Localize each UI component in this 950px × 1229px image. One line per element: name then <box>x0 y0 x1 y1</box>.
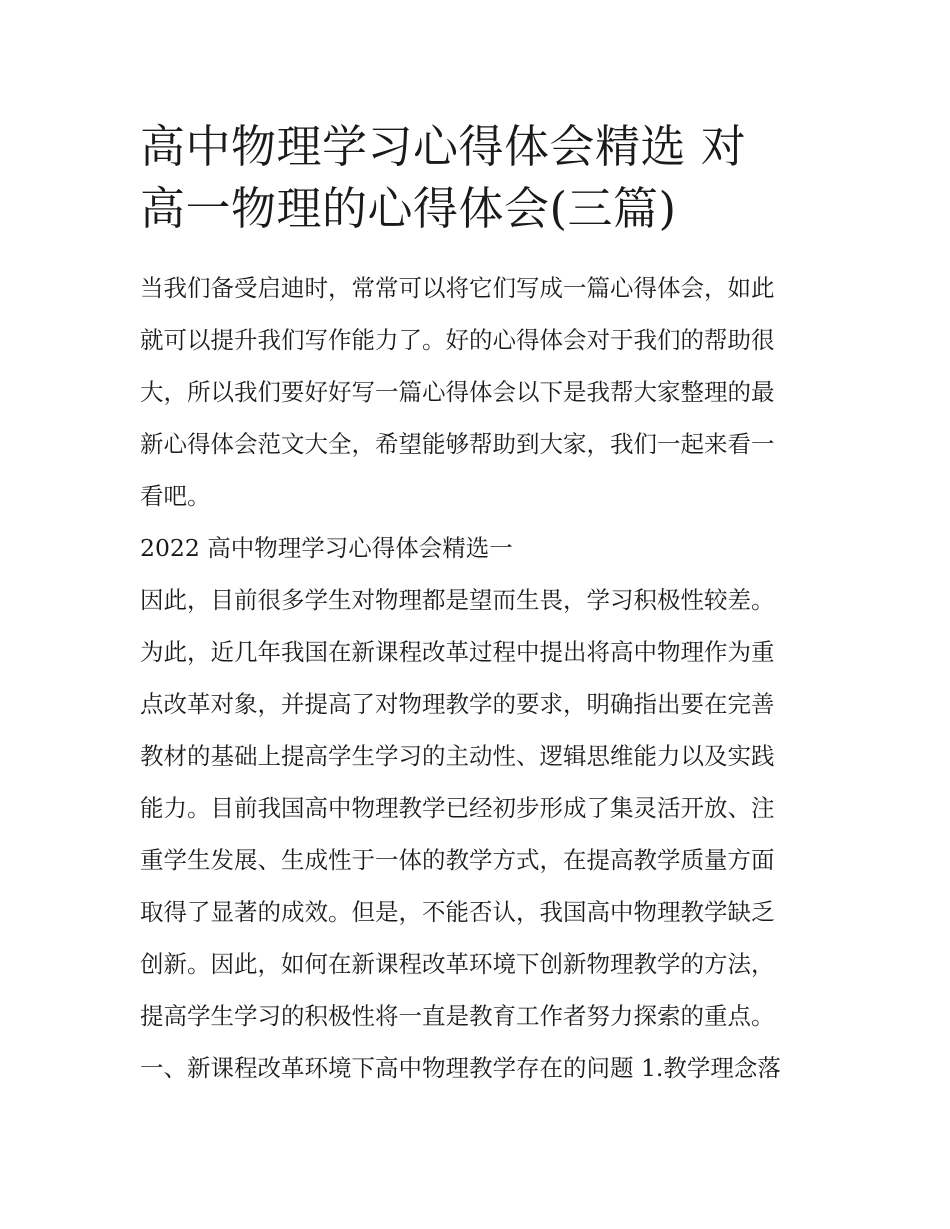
intro-line: 当我们备受启迪时，常常可以将它们写成一篇心得体会，如此 <box>140 274 775 302</box>
title-line-1: 高中物理学习心得体会精选 对 <box>140 120 747 173</box>
section-heading: 2022 高中物理学习心得体会精选一 <box>140 534 513 562</box>
body-line: 创新。因此，如何在新课程改革环境下创新物理教学的方法， <box>140 950 775 978</box>
intro-line: 看吧。 <box>140 482 211 510</box>
body-line: 重学生发展、生成性于一体的教学方式，在提高教学质量方面 <box>140 846 775 874</box>
body-line: 教材的基础上提高学生学习的主动性、逻辑思维能力以及实践 <box>140 742 775 770</box>
body-line: 一、新课程改革环境下高中物理教学存在的问题 1.教学理念落 <box>140 1054 781 1082</box>
body-line: 为此，近几年我国在新课程改革过程中提出将高中物理作为重 <box>140 638 775 666</box>
body-line: 取得了显著的成效。但是，不能否认，我国高中物理教学缺乏 <box>140 898 775 926</box>
intro-line: 就可以提升我们写作能力了。好的心得体会对于我们的帮助很 <box>140 326 775 354</box>
body-line: 提高学生学习的积极性将一直是教育工作者努力探索的重点。 <box>140 1002 775 1030</box>
body-line: 点改革对象，并提高了对物理教学的要求，明确指出要在完善 <box>140 690 775 718</box>
document-page <box>140 116 815 1094</box>
title-line-2: 高一物理的心得体会(三篇) <box>140 182 677 235</box>
body-line: 能力。目前我国高中物理教学已经初步形成了集灵活开放、注 <box>140 794 775 822</box>
document-title <box>140 116 815 240</box>
body-line: 因此，目前很多学生对物理都是望而生畏，学习积极性较差。 <box>140 586 775 614</box>
intro-line: 大，所以我们要好好写一篇心得体会以下是我帮大家整理的最 <box>140 378 775 406</box>
intro-line: 新心得体会范文大全，希望能够帮助到大家，我们一起来看一 <box>140 430 775 458</box>
document-body <box>140 262 815 1094</box>
